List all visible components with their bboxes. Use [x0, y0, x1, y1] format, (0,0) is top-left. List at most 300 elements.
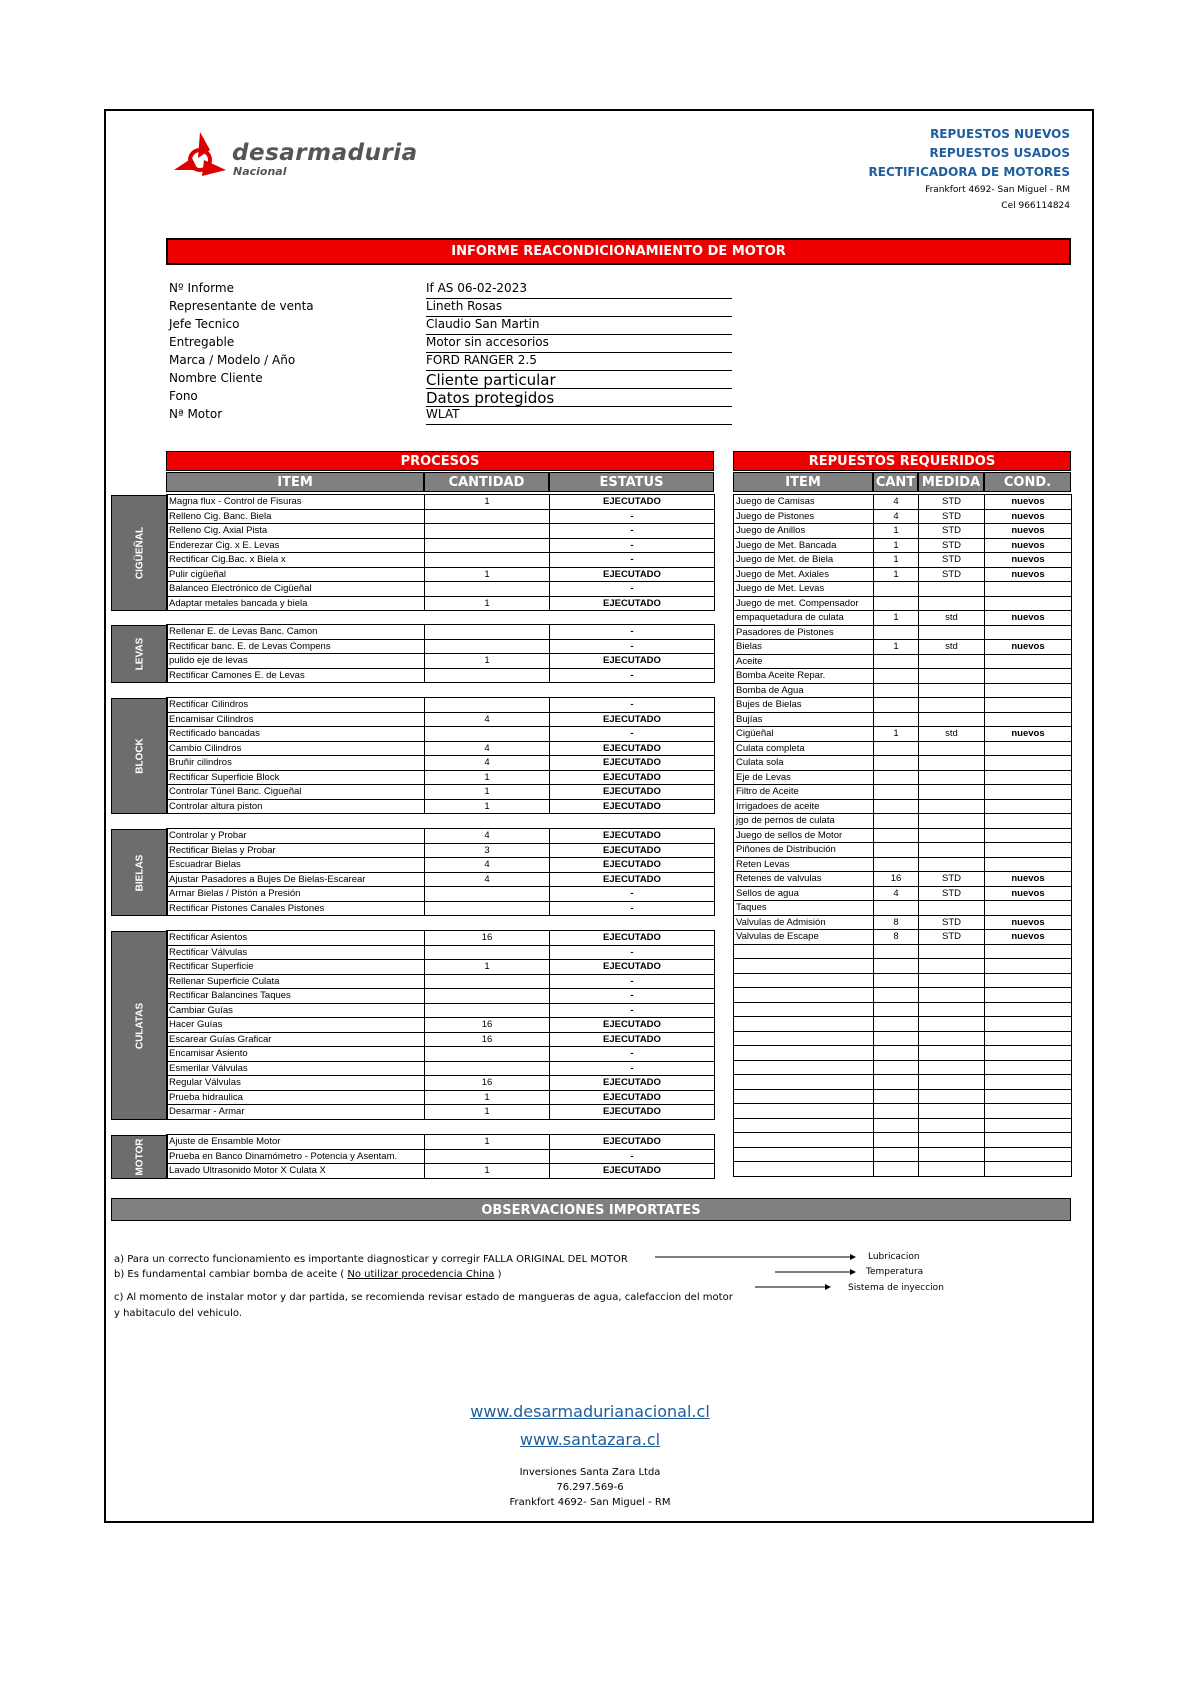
- table-row: [167, 799, 715, 814]
- item-cell: Controlar y Probar: [167, 829, 425, 844]
- cantidad-cell: [425, 974, 550, 989]
- info-value: WLAT: [426, 407, 732, 425]
- cant-cell: [874, 988, 919, 1003]
- cant-cell: [874, 799, 919, 814]
- table-row: [734, 553, 1072, 568]
- cantidad-cell: [425, 887, 550, 902]
- table-row: [734, 567, 1072, 582]
- medida-cell: [919, 770, 985, 785]
- table-row: [167, 625, 715, 640]
- cond-cell: [985, 654, 1072, 669]
- cant-cell: [874, 770, 919, 785]
- item-cell: Taques: [734, 901, 874, 916]
- item-cell: Sellos de agua: [734, 886, 874, 901]
- medida-cell: STD: [919, 930, 985, 945]
- medida-cell: STD: [919, 553, 985, 568]
- item-cell: Filtro de Aceite: [734, 785, 874, 800]
- cond-cell: nuevos: [985, 872, 1072, 887]
- info-label: Nombre Cliente: [169, 371, 263, 385]
- item-cell: Culata sola: [734, 756, 874, 771]
- brand-sub: Nacional: [233, 165, 287, 178]
- cond-cell: nuevos: [985, 495, 1072, 510]
- section-tab-motor: [111, 1135, 168, 1179]
- cond-cell: [985, 901, 1072, 916]
- cond-cell: [985, 988, 1072, 1003]
- medida-cell: [919, 1133, 985, 1148]
- table-row: [167, 1076, 715, 1091]
- cantidad-cell: [425, 639, 550, 654]
- section-label: CIGÜEÑAL: [134, 526, 145, 580]
- table-row: [734, 538, 1072, 553]
- obs-a: a) Para un correcto funcionamiento es importante diagnosticar y corregir FALLA ORIGINAL DEL MOTOR: [114, 1254, 628, 1265]
- cant-cell: [874, 1147, 919, 1162]
- arrows-icon: [650, 1250, 870, 1300]
- item-cell: Lavado Ultrasonido Motor X Culata X: [167, 1164, 425, 1179]
- estatus-cell: EJECUTADO: [550, 931, 715, 946]
- table-row: [167, 960, 715, 975]
- arrow-label: Sistema de inyeccion: [848, 1283, 944, 1293]
- item-cell: Enderezar Cig. x E. Levas: [167, 538, 425, 553]
- cantidad-cell: 16: [425, 1076, 550, 1091]
- cond-cell: [985, 698, 1072, 713]
- cantidad-cell: 16: [425, 1018, 550, 1033]
- cond-cell: [985, 582, 1072, 597]
- table-row: [734, 509, 1072, 524]
- obs-b: [114, 1269, 502, 1280]
- item-cell: Balanceo Electrónico de Cigüeñal: [167, 582, 425, 597]
- medida-cell: [919, 1075, 985, 1090]
- table-row: [167, 945, 715, 960]
- cant-cell: [874, 1118, 919, 1133]
- table-row: [167, 553, 715, 568]
- procesos-title: PROCESOS: [166, 451, 714, 471]
- table-row: [734, 596, 1072, 611]
- item-cell: Valvulas de Escape: [734, 930, 874, 945]
- table-row: [734, 930, 1072, 945]
- item-cell: Armar Bielas / Pistón a Presión: [167, 887, 425, 902]
- estatus-cell: -: [550, 901, 715, 916]
- cantidad-cell: [425, 1061, 550, 1076]
- item-cell: [734, 1075, 874, 1090]
- table-row: [167, 698, 715, 713]
- cond-cell: [985, 1162, 1072, 1177]
- cantidad-cell: 1: [425, 495, 550, 510]
- item-cell: [734, 959, 874, 974]
- section-label: BLOCK: [134, 738, 145, 774]
- table-row: [734, 524, 1072, 539]
- item-cell: [734, 1046, 874, 1061]
- table-row: [734, 915, 1072, 930]
- cant-cell: [874, 814, 919, 829]
- obs-b-underlined: No utilizar procedencia China: [347, 1269, 495, 1280]
- cond-cell: nuevos: [985, 886, 1072, 901]
- website-link[interactable]: www.desarmadurianacional.cl: [470, 1402, 710, 1421]
- arrow-label: Temperatura: [866, 1267, 924, 1277]
- cantidad-cell: 3: [425, 843, 550, 858]
- item-cell: Retenes de valvulas: [734, 872, 874, 887]
- table-row: [734, 495, 1072, 510]
- cant-cell: [874, 843, 919, 858]
- table-row: [734, 611, 1072, 626]
- item-cell: Reten Levas: [734, 857, 874, 872]
- item-cell: Relleno Cig. Axial Pista: [167, 524, 425, 539]
- section-tab-culatas: [111, 931, 168, 1120]
- item-cell: Bujías: [734, 712, 874, 727]
- cond-cell: nuevos: [985, 567, 1072, 582]
- cond-cell: [985, 828, 1072, 843]
- info-value: Lineth Rosas: [426, 299, 732, 317]
- table-row: [734, 741, 1072, 756]
- item-cell: Ajustar Pasadores a Bujes De Bielas-Escarear: [167, 872, 425, 887]
- cond-cell: [985, 973, 1072, 988]
- item-cell: Juego de Met. Bancada: [734, 538, 874, 553]
- table-row: [734, 814, 1072, 829]
- table-row: [734, 1031, 1072, 1046]
- estatus-cell: -: [550, 727, 715, 742]
- estatus-cell: -: [550, 887, 715, 902]
- cond-cell: nuevos: [985, 538, 1072, 553]
- cant-cell: [874, 582, 919, 597]
- medida-cell: std: [919, 727, 985, 742]
- cant-cell: [874, 973, 919, 988]
- item-cell: Rectificar Balancines Taques: [167, 989, 425, 1004]
- table-row: [167, 872, 715, 887]
- cantidad-cell: 1: [425, 785, 550, 800]
- estatus-cell: EJECUTADO: [550, 858, 715, 873]
- medida-cell: STD: [919, 915, 985, 930]
- cond-cell: nuevos: [985, 727, 1072, 742]
- table-row: [734, 944, 1072, 959]
- repuestos-title: REPUESTOS REQUERIDOS: [733, 451, 1071, 471]
- footer-line: Inversiones Santa Zara Ltda: [519, 1467, 661, 1478]
- table-row: [734, 1133, 1072, 1148]
- table-row: [734, 828, 1072, 843]
- procesos-table: [166, 624, 715, 683]
- cant-cell: 16: [874, 872, 919, 887]
- table-row: [734, 1104, 1072, 1119]
- cond-cell: nuevos: [985, 553, 1072, 568]
- cant-cell: [874, 1089, 919, 1104]
- obs-c2: y habitaculo del vehiculo.: [114, 1308, 243, 1319]
- table-row: [734, 770, 1072, 785]
- medida-cell: STD: [919, 538, 985, 553]
- estatus-cell: -: [550, 668, 715, 683]
- cond-cell: nuevos: [985, 915, 1072, 930]
- table-row: [167, 785, 715, 800]
- item-cell: Rectificar Camones E. de Levas: [167, 668, 425, 683]
- table-row: [734, 1147, 1072, 1162]
- item-cell: Juego de Met. de Biela: [734, 553, 874, 568]
- table-row: [734, 1089, 1072, 1104]
- item-cell: [734, 1002, 874, 1017]
- estatus-cell: EJECUTADO: [550, 1090, 715, 1105]
- procesos-table: [166, 697, 715, 814]
- estatus-cell: -: [550, 553, 715, 568]
- medida-cell: STD: [919, 495, 985, 510]
- table-row: [734, 799, 1072, 814]
- section-tab-bielas: [111, 829, 168, 916]
- cantidad-cell: [425, 625, 550, 640]
- estatus-cell: EJECUTADO: [550, 495, 715, 510]
- table-row: [734, 640, 1072, 655]
- medida-cell: [919, 1002, 985, 1017]
- item-cell: Prueba hidraulica: [167, 1090, 425, 1105]
- section-label: MOTOR: [134, 1138, 145, 1176]
- cant-cell: 1: [874, 524, 919, 539]
- item-cell: Regular Válvulas: [167, 1076, 425, 1091]
- cant-cell: [874, 1162, 919, 1177]
- item-cell: Rectificar Superficie Block: [167, 770, 425, 785]
- item-cell: Controlar Túnel Banc. Cigueñal: [167, 785, 425, 800]
- table-row: [734, 988, 1072, 1003]
- cant-cell: 1: [874, 538, 919, 553]
- procesos-table: [166, 1134, 715, 1179]
- company-line: RECTIFICADORA DE MOTORES: [868, 165, 1070, 179]
- item-cell: Juego de met. Compensador: [734, 596, 874, 611]
- item-cell: Rectificar banc. E. de Levas Compens: [167, 639, 425, 654]
- table-row: [734, 683, 1072, 698]
- item-cell: Rectificar Bielas y Probar: [167, 843, 425, 858]
- info-value: Claudio San Martin: [426, 317, 732, 335]
- medida-cell: std: [919, 611, 985, 626]
- cond-cell: [985, 799, 1072, 814]
- cant-cell: [874, 1031, 919, 1046]
- cant-cell: [874, 828, 919, 843]
- medida-cell: [919, 944, 985, 959]
- report-title: INFORME REACONDICIONAMIENTO DE MOTOR: [166, 238, 1071, 265]
- estatus-cell: EJECUTADO: [550, 756, 715, 771]
- info-value: If AS 06-02-2023: [426, 281, 732, 299]
- table-row: [167, 1105, 715, 1120]
- info-value: FORD RANGER 2.5: [426, 353, 732, 371]
- cond-cell: [985, 843, 1072, 858]
- medida-cell: [919, 973, 985, 988]
- item-cell: Rectificar Válvulas: [167, 945, 425, 960]
- cond-cell: [985, 1017, 1072, 1032]
- info-row: [169, 353, 739, 371]
- estatus-cell: -: [550, 509, 715, 524]
- cantidad-cell: 1: [425, 596, 550, 611]
- cant-cell: [874, 669, 919, 684]
- info-label: Marca / Modelo / Año: [169, 353, 296, 367]
- item-cell: [734, 1147, 874, 1162]
- cant-cell: 1: [874, 727, 919, 742]
- cond-cell: nuevos: [985, 611, 1072, 626]
- table-row: [734, 973, 1072, 988]
- table-row: [167, 712, 715, 727]
- repuestos-header-item: ITEM: [733, 472, 873, 492]
- info-row: [169, 407, 739, 425]
- info-row: [169, 335, 739, 353]
- company-phone: Cel 966114824: [1001, 201, 1070, 211]
- item-cell: Rectificar Asientos: [167, 931, 425, 946]
- item-cell: Rellenar Superficie Culata: [167, 974, 425, 989]
- estatus-cell: -: [550, 538, 715, 553]
- table-row: [167, 596, 715, 611]
- cantidad-cell: 1: [425, 770, 550, 785]
- estatus-cell: EJECUTADO: [550, 741, 715, 756]
- item-cell: [734, 1162, 874, 1177]
- cond-cell: [985, 1089, 1072, 1104]
- website-link[interactable]: www.santazara.cl: [519, 1430, 661, 1449]
- table-row: [167, 538, 715, 553]
- cantidad-cell: [425, 698, 550, 713]
- cantidad-cell: 4: [425, 858, 550, 873]
- cant-cell: 1: [874, 567, 919, 582]
- info-row: [169, 371, 739, 389]
- cant-cell: [874, 944, 919, 959]
- medida-cell: [919, 1031, 985, 1046]
- cantidad-cell: [425, 582, 550, 597]
- estatus-cell: -: [550, 524, 715, 539]
- item-cell: [734, 988, 874, 1003]
- medida-cell: std: [919, 640, 985, 655]
- cantidad-cell: 1: [425, 960, 550, 975]
- cond-cell: [985, 857, 1072, 872]
- item-cell: Piñones de Distribución: [734, 843, 874, 858]
- table-row: [167, 668, 715, 683]
- item-cell: Juego de Anillos: [734, 524, 874, 539]
- table-row: [167, 1032, 715, 1047]
- info-label: Nª Motor: [169, 407, 223, 421]
- item-cell: Bujes de Bielas: [734, 698, 874, 713]
- table-row: [167, 567, 715, 582]
- medida-cell: STD: [919, 524, 985, 539]
- item-cell: Encamisar Cilindros: [167, 712, 425, 727]
- cant-cell: [874, 1002, 919, 1017]
- item-cell: Bielas: [734, 640, 874, 655]
- info-row: [169, 281, 739, 299]
- estatus-cell: EJECUTADO: [550, 843, 715, 858]
- item-cell: [734, 1031, 874, 1046]
- item-cell: Cigüeñal: [734, 727, 874, 742]
- cantidad-cell: 1: [425, 1090, 550, 1105]
- item-cell: [734, 1017, 874, 1032]
- medida-cell: [919, 756, 985, 771]
- table-row: [734, 1017, 1072, 1032]
- cantidad-cell: [425, 668, 550, 683]
- cond-cell: [985, 944, 1072, 959]
- cantidad-cell: 1: [425, 567, 550, 582]
- section-tab-ciguenal: [111, 495, 168, 611]
- table-row: [167, 829, 715, 844]
- item-cell: Irrigadoes de aceite: [734, 799, 874, 814]
- repuestos-header-cond: COND.: [984, 472, 1071, 492]
- item-cell: Escuadrar Bielas: [167, 858, 425, 873]
- item-cell: Encamisar Asiento: [167, 1047, 425, 1062]
- estatus-cell: EJECUTADO: [550, 1018, 715, 1033]
- footer-line: Frankfort 4692- San Miguel - RM: [509, 1497, 671, 1508]
- item-cell: Rectificar Superficie: [167, 960, 425, 975]
- estatus-cell: -: [550, 1149, 715, 1164]
- company-info: [869, 125, 1070, 214]
- table-row: [167, 1061, 715, 1076]
- cantidad-cell: [425, 1003, 550, 1018]
- cantidad-cell: 4: [425, 712, 550, 727]
- estatus-cell: EJECUTADO: [550, 1076, 715, 1091]
- medida-cell: STD: [919, 886, 985, 901]
- estatus-cell: EJECUTADO: [550, 770, 715, 785]
- company-line: REPUESTOS USADOS: [929, 146, 1070, 160]
- cantidad-cell: 4: [425, 872, 550, 887]
- cantidad-cell: 1: [425, 1135, 550, 1150]
- estatus-cell: EJECUTADO: [550, 829, 715, 844]
- item-cell: Bomba Aceite Repar.: [734, 669, 874, 684]
- cant-cell: [874, 683, 919, 698]
- item-cell: [734, 1133, 874, 1148]
- item-cell: Escarear Guías Graficar: [167, 1032, 425, 1047]
- footer-line: 76.297.569-6: [556, 1482, 624, 1493]
- cantidad-cell: [425, 553, 550, 568]
- cantidad-cell: 16: [425, 931, 550, 946]
- table-row: [167, 639, 715, 654]
- table-row: [167, 1090, 715, 1105]
- cantidad-cell: [425, 901, 550, 916]
- cantidad-cell: 1: [425, 1105, 550, 1120]
- estatus-cell: -: [550, 582, 715, 597]
- cantidad-cell: [425, 727, 550, 742]
- item-cell: Culata completa: [734, 741, 874, 756]
- medida-cell: [919, 1104, 985, 1119]
- estatus-cell: EJECUTADO: [550, 1032, 715, 1047]
- item-cell: pulido eje de levas: [167, 654, 425, 669]
- cond-cell: nuevos: [985, 524, 1072, 539]
- item-cell: Controlar altura piston: [167, 799, 425, 814]
- cond-cell: [985, 1046, 1072, 1061]
- cantidad-cell: [425, 538, 550, 553]
- item-cell: Cambiar Guías: [167, 1003, 425, 1018]
- medida-cell: [919, 698, 985, 713]
- cond-cell: nuevos: [985, 509, 1072, 524]
- item-cell: [734, 1118, 874, 1133]
- table-row: [734, 1060, 1072, 1075]
- section-label: CULATAS: [134, 1002, 145, 1049]
- company-line: REPUESTOS NUEVOS: [930, 127, 1070, 141]
- cant-cell: [874, 741, 919, 756]
- table-row: [167, 1135, 715, 1150]
- info-row: [169, 317, 739, 335]
- estatus-cell: -: [550, 1061, 715, 1076]
- info-value: Motor sin accesorios: [426, 335, 732, 353]
- table-row: [167, 770, 715, 785]
- medida-cell: [919, 582, 985, 597]
- item-cell: Eje de Levas: [734, 770, 874, 785]
- cant-cell: [874, 698, 919, 713]
- item-cell: Magna flux - Control de Fisuras: [167, 495, 425, 510]
- cond-cell: [985, 741, 1072, 756]
- medida-cell: [919, 669, 985, 684]
- estatus-cell: -: [550, 1003, 715, 1018]
- procesos-table: [166, 828, 715, 916]
- cant-cell: [874, 1046, 919, 1061]
- info-label: Jefe Tecnico: [169, 317, 240, 331]
- estatus-cell: EJECUTADO: [550, 567, 715, 582]
- medida-cell: [919, 799, 985, 814]
- estatus-cell: EJECUTADO: [550, 654, 715, 669]
- table-row: [734, 1162, 1072, 1177]
- medida-cell: [919, 683, 985, 698]
- cant-cell: 8: [874, 915, 919, 930]
- estatus-cell: -: [550, 974, 715, 989]
- table-row: [734, 901, 1072, 916]
- medida-cell: [919, 959, 985, 974]
- procesos-table: [166, 930, 715, 1120]
- item-cell: Relleno Cig. Banc. Biela: [167, 509, 425, 524]
- cond-cell: [985, 1118, 1072, 1133]
- medida-cell: [919, 901, 985, 916]
- medida-cell: [919, 857, 985, 872]
- cant-cell: [874, 712, 919, 727]
